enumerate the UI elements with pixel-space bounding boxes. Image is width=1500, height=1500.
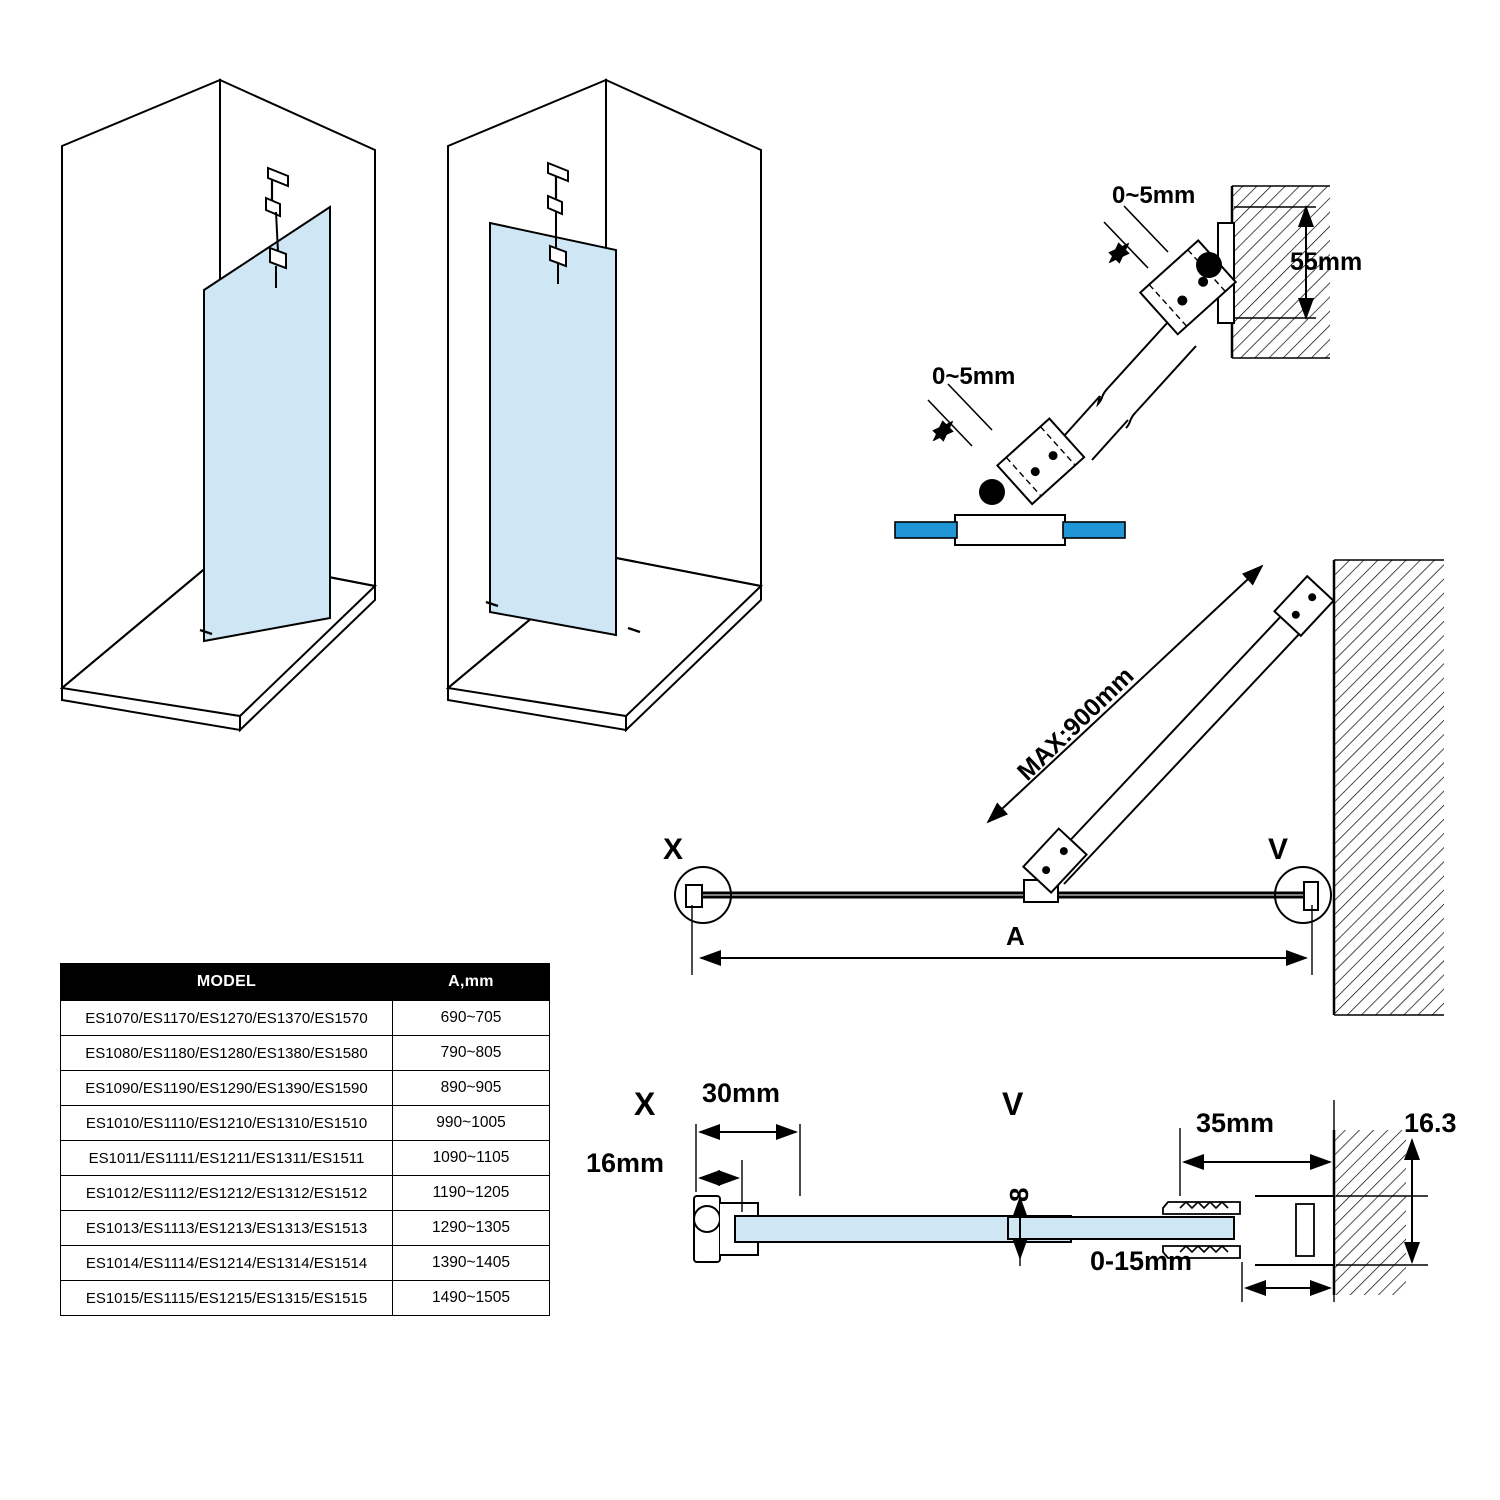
table-header-row xyxy=(61,964,550,1001)
label-section-x-inner: 16mm xyxy=(586,1148,665,1178)
table-row xyxy=(61,1001,550,1036)
plan-view xyxy=(675,560,1444,1015)
iso-right-enclosure xyxy=(448,80,761,730)
table-row xyxy=(61,1071,550,1106)
model-table xyxy=(60,963,550,1316)
iso-left-enclosure xyxy=(62,80,375,730)
label-section-v-glass: 8 xyxy=(1004,1187,1034,1202)
table-cell-a: 1390~1405 xyxy=(393,1246,550,1281)
table-cell-model: ES1010/ES1110/ES1210/ES1310/ES1510 xyxy=(61,1106,393,1141)
table-cell-model: ES1015/ES1115/ES1215/ES1315/ES1515 xyxy=(61,1281,393,1316)
table-cell-a: 1290~1305 xyxy=(393,1211,550,1246)
table-cell-a: 890~905 xyxy=(393,1071,550,1106)
table-row xyxy=(61,1141,550,1176)
callout-x-section: X xyxy=(634,1086,656,1122)
table-cell-model: ES1013/ES1113/ES1213/ES1313/ES1513 xyxy=(61,1211,393,1246)
table-row xyxy=(61,1281,550,1316)
table-header-model: MODEL xyxy=(61,964,393,1001)
label-section-v-width: 35mm xyxy=(1196,1108,1275,1138)
label-bracket-height: 55mm xyxy=(1290,248,1363,276)
table-cell-model: ES1014/ES1114/ES1214/ES1314/ES1514 xyxy=(61,1246,393,1281)
table-cell-a: 1490~1505 xyxy=(393,1281,550,1316)
label-gap-top: 0~5mm xyxy=(1112,182,1196,209)
table-cell-a: 1090~1105 xyxy=(393,1141,550,1176)
table-cell-model: ES1080/ES1180/ES1280/ES1380/ES1580 xyxy=(61,1036,393,1071)
table-cell-a: 1190~1205 xyxy=(393,1176,550,1211)
table-cell-a: 990~1005 xyxy=(393,1106,550,1141)
label-plan-width-a: A xyxy=(1006,921,1025,951)
table-row xyxy=(61,1106,550,1141)
label-section-v-adjust: 0-15mm xyxy=(1090,1246,1193,1276)
label-gap-lower: 0~5mm xyxy=(932,363,1016,390)
callout-x-plan: X xyxy=(663,833,684,866)
table-cell-a: 690~705 xyxy=(393,1001,550,1036)
table-cell-model: ES1011/ES1111/ES1211/ES1311/ES1511 xyxy=(61,1141,393,1176)
table-row xyxy=(61,1211,550,1246)
table-row xyxy=(61,1176,550,1211)
label-max-bar-length: MAX:900mm xyxy=(1012,661,1140,787)
table-cell-model: ES1070/ES1170/ES1270/ES1370/ES1570 xyxy=(61,1001,393,1036)
table-cell-model: ES1012/ES1112/ES1212/ES1312/ES1512 xyxy=(61,1176,393,1211)
table-cell-a: 790~805 xyxy=(393,1036,550,1071)
callout-v-section: V xyxy=(1002,1086,1024,1122)
table-header-a: A,mm xyxy=(393,964,550,1001)
table-cell-model: ES1090/ES1190/ES1290/ES1390/ES1590 xyxy=(61,1071,393,1106)
table-row xyxy=(61,1036,550,1071)
label-section-v-height: 16.3 xyxy=(1404,1108,1457,1138)
label-section-x-width: 30mm xyxy=(702,1078,781,1108)
callout-v-plan: V xyxy=(1268,833,1289,866)
table-row xyxy=(61,1246,550,1281)
